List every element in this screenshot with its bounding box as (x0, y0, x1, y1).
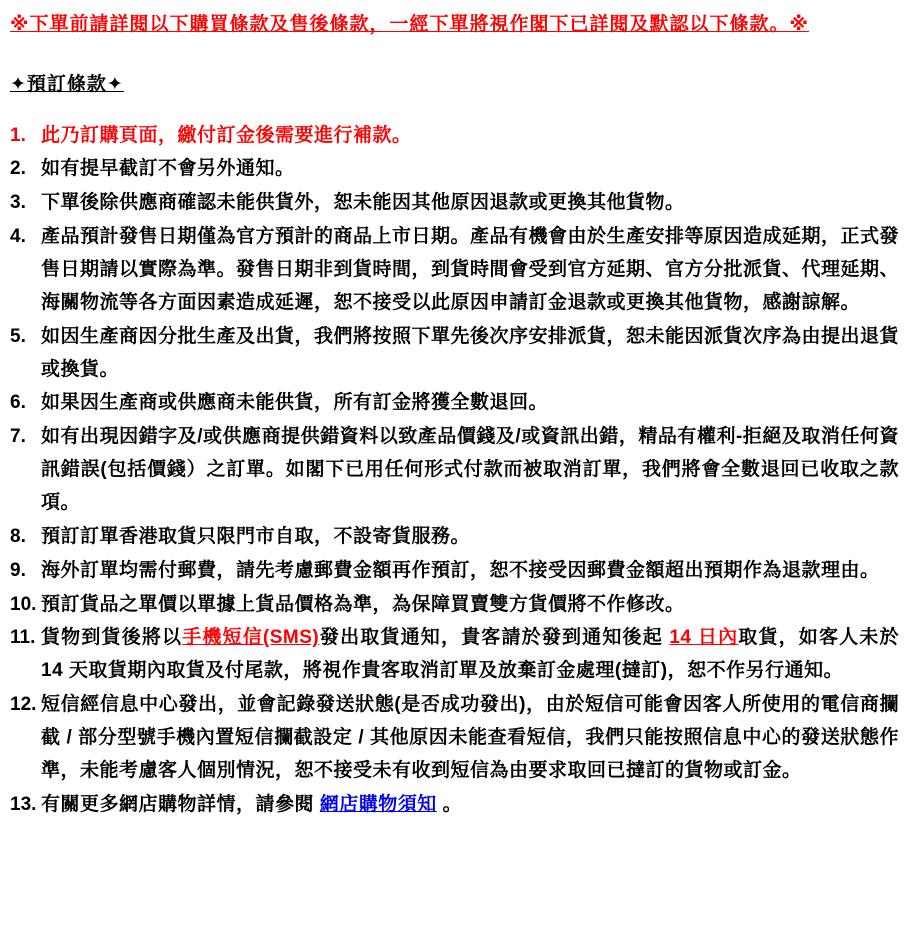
term-number: 13. (10, 793, 37, 815)
term-text (41, 187, 899, 220)
term-item (10, 789, 899, 822)
term-number: 6. (10, 392, 26, 414)
term-item (10, 120, 899, 153)
term-item (10, 221, 899, 320)
term-number: 9. (10, 559, 26, 581)
term-number: 11. (10, 627, 36, 649)
term-number: 8. (10, 525, 26, 547)
term-text (41, 120, 899, 153)
term-segment: 有關更多網店購物詳情，請參閱 (41, 793, 320, 815)
term-segment: 貨物到貨後將以 (41, 627, 183, 649)
terms-list (10, 120, 899, 822)
highlighted-text: 手機短信(SMS) (182, 627, 320, 649)
section-header-preorder-terms: ✦預訂條款✦ (10, 73, 124, 95)
term-number: 5. (10, 325, 26, 347)
term-item (10, 321, 899, 387)
term-segment: 短信經信息中心發出，並會記錄發送狀態(是否成功發出)，由於短信可能會因客人所使用的電信商攔截 / 部分型號手機內置短信攔截設定 / 其他原因未能查看短信，我們只能按照信息中心的發送狀態作準，未能考慮客人個別情況，恕不接受未有收到短信為由要求取回已撻訂的貨物或訂金。 (41, 694, 899, 781)
term-number: 10. (10, 593, 37, 615)
term-text (41, 622, 899, 688)
term-item (10, 622, 899, 688)
term-number: 3. (10, 192, 26, 214)
term-text (41, 387, 899, 420)
term-segment: 如有出現因錯字及/或供應商提供錯資料以致產品價錢及/或資訊出錯，精品有權利-拒絕及取消任何資訊錯誤(包括價錢）之訂單。如閣下已用任何形式付款而被取消訂單，我們將會全數退回已收取之款項。 (41, 426, 899, 514)
term-text (41, 689, 899, 788)
term-number: 4. (10, 226, 26, 248)
term-segment: 取貨，如客人未於 14 天取貨期內取貨及付尾款，將視作貴客取消訂單及放棄訂金處理(撻訂)，恕不作另行通知。 (41, 627, 899, 682)
highlighted-text: 14 日內 (669, 627, 739, 649)
term-text (41, 789, 899, 822)
term-segment: 產品預計發售日期僅為官方預計的商品上市日期。產品有機會由於生產安排等原因造成延期，正式發售日期請以實際為準。發售日期非到貨時間，到貨時間會受到官方延期、官方分批派貨、代理延期、海關物流等各方面因素造成延遲，恕不接受以此原因申請訂金退款或更換其他貨物，感謝諒解。 (41, 226, 900, 313)
term-segment: 如有提早截訂不會另外通知。 (41, 158, 295, 180)
term-number: 7. (10, 426, 26, 448)
term-number: 12. (10, 694, 37, 716)
term-segment: 如因生產商因分批生產及出貨，我們將按照下單先後次序安排派貨，恕未能因派貨次序為由提出退貨或換貨。 (41, 325, 900, 380)
term-segment: 海外訂單均需付郵費，請先考慮郵費金額再作預訂，恕不接受因郵費金額超出預期作為退款理由。 (41, 559, 880, 581)
term-item (10, 555, 899, 588)
shop-guide-link[interactable]: 網店購物須知 (319, 793, 437, 815)
term-item (10, 689, 899, 788)
term-item (10, 421, 899, 520)
term-number: 1. (10, 124, 26, 146)
term-text (41, 153, 899, 186)
term-text (41, 321, 899, 387)
page-title: ※下單前請詳閱以下購買條款及售後條款，一經下單將視作閣下已詳閱及默認以下條款。※ (10, 14, 809, 35)
term-item (10, 153, 899, 186)
term-text (41, 555, 899, 588)
term-segment: 此乃訂購頁面，繳付訂金後需要進行補款。 (41, 124, 412, 146)
term-segment: 發出取貨通知，貴客請於發到通知後起 (319, 627, 670, 649)
term-item (10, 187, 899, 220)
term-segment: 下單後除供應商確認未能供貨外，恕未能因其他原因退款或更換其他貨物。 (41, 192, 685, 214)
term-segment: 預訂訂單香港取貨只限門市自取，不設寄貨服務。 (41, 525, 471, 547)
term-item (10, 387, 899, 420)
term-item (10, 589, 899, 622)
term-item (10, 521, 899, 554)
term-text (41, 421, 899, 520)
term-segment: 預訂貨品之單價以單據上貨品價格為準，為保障買賣雙方貨價將不作修改。 (41, 593, 685, 615)
term-segment: 。 (436, 793, 463, 815)
term-text (41, 221, 899, 320)
term-text (41, 521, 899, 554)
term-segment: 如果因生產商或供應商未能供貨，所有訂金將獲全數退回。 (41, 392, 549, 414)
term-number: 2. (10, 158, 26, 180)
term-text (41, 589, 899, 622)
